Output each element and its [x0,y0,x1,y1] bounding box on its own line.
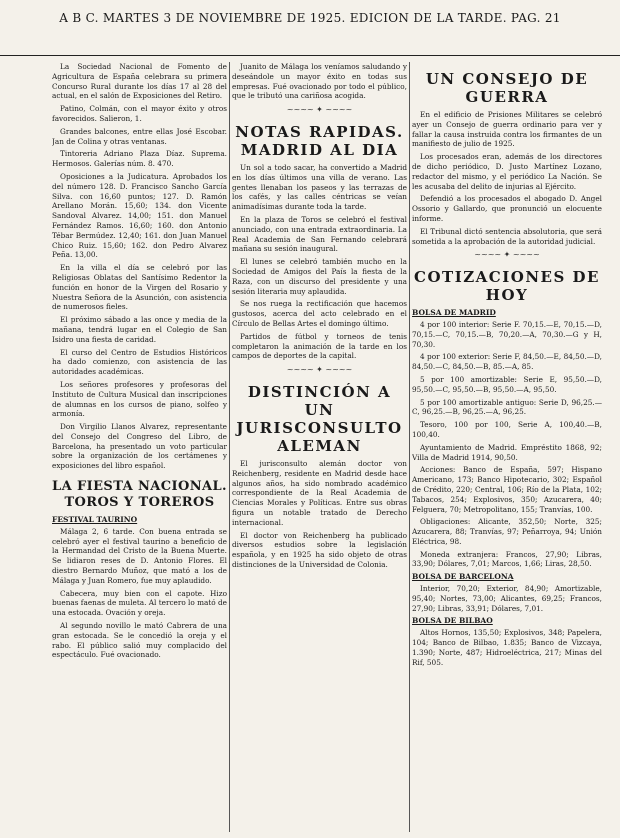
paragraph: El Tribunal dictó sentencia absolutoria, que será sometida a la aprobación de la autoridad judicial. [412,226,602,246]
quote-line: 4 por 100 interior: Serie F. 70,15.—E, 70,15.—D, 70,15.—C, 70,15.—B, 70,20.—A, 70,30.—G y H, 70,30. [412,319,602,349]
headline-notas: NOTAS RAPIDAS. MADRID AL DIA [235,122,404,159]
subheading-bolsa-barcelona: BOLSA DE BARCELONA [412,572,514,582]
quote-line: Moneda extranjera: Francos, 27,90; Libras, 33,90; Dólares, 7,01; Marcos, 1,66; Liras, 28,50. [412,549,602,569]
quote-line: 4 por 100 exterior: Serie F, 84,50.—E, 84,50.—D, 84,50.—C, 84,50.—B, 85.—A, 85. [412,352,602,372]
paragraph: El curso del Centro de Estudios Históricos ha dado comienzo, con asistencia de las autoridades académicas. [52,347,227,377]
quote-line: Altos Hornos, 135,50; Explosivos, 348; Papelera, 104; Banco de Bilbao, 1.835; Banco de Vizcaya, 1.390; Norte, 487; Hidroeléctrica, 217; Minas del Rif, 505. [412,628,602,667]
paragraph: Oposiciones a la Judicatura. Aprobados los del número 128. D. Francisco Sancho García Silva. con 16,60 puntos; 127. D. Ramón Arellano Morán. 15,60; 134. don Vicente Sandoval Alvarez. 14,00; 151. don Manuel Fernández Ramos. 16,60; 160. don Antonio Tébar Bermúdez. 12,40; 161. don Juan Manuel Chico Ruiz. 15,60; 162. don Pedro Alvarez Peña. 13,00. [52,171,227,260]
paragraph: En el edificio de Prisiones Militares se celebró ayer un Consejo de guerra ordinario para ver y fallar la causa instruida contra los firmantes de un manifiesto de julio de 1925. [412,110,602,149]
subheading-bolsa-madrid: BOLSA DE MADRID [412,308,496,318]
subheading-bolsa-bilbao: BOLSA DE BILBAO [412,616,493,626]
paragraph: Un sol a todo sacar, ha convertido a Madrid en los días últimos una villa de verano. Las gentes llenaban los paseos y las terrazas de los cafés, y las calles céntricas se veían animadísimas durante toda la tarde. [232,162,407,212]
column-rule [229,62,230,832]
paragraph: El lunes se celebró también mucho en la Sociedad de Amigos del País la fiesta de la Raza, con un discurso del presidente y una sesión literaria muy aplaudida. [232,257,407,296]
headline-distincion: DISTINCIÓN A UN JURISCONSULTO ALEMAN [236,382,403,455]
paragraph: Partidos de fútbol y torneos de tenis completaron la animación de la tarde en los campos de deportes de la capital. [232,331,407,361]
quote-line: Tesoro, 100 por 100, Serie A, 100,40.—B, 100,40. [412,420,602,439]
headline-toros: LA FIESTA NACIONAL. TOROS Y TOREROS [52,479,227,511]
quote-line: Interior, 70,20; Exterior, 84,90; Amortizable, 95,40; Nortes, 73,00; Alicantes, 69,25; Francos, 27,90; Libras, 33,91; Dólares, 7,01. [412,584,602,613]
paragraph: Los señores profesores y profesoras del Instituto de Cultura Musical dan inscripciones de alumnas en los cursos de piano, solfeo y armonía. [52,379,227,419]
column-3 [412,62,602,832]
quote-line: Obligaciones: Alicante, 352,50; Norte, 325; Azucarera, 88; Tranvías, 97; Peñarroya, 94; Unión Eléctrica, 98. [412,517,602,546]
quote-line: 5 por 100 amortizable antiguo: Serie D, 96,25.—C, 96,25.—B, 96,25.—A, 96,25. [412,397,602,417]
paragraph: El jurisconsulto alemán doctor von Reichenberg, residente en Madrid desde hace algunos años, ha sido nombrado académico correspondiente de la Real Academia de Ciencias Morales y Políticas. Entre sus obras figura un notable tratado de Derecho internacional. [232,458,407,527]
ornament-divider: ~~~~ ✦ ~~~~ [286,365,353,375]
paragraph: Málaga 2, 6 tarde. Con buena entrada se celebró ayer el festival taurino a beneficio de la Hermandad del Cristo de la Buena Muerte. Se lidiaron reses de D. Antonio Flores. El diestro Bernardo Muñoz, que mató a los de Málaga y Juan Romero, fue muy aplaudido. [52,526,227,585]
column-2 [232,62,407,832]
quote-line: Acciones: Banco de España, 597; Hispano Americano, 173; Banco Hipotecario, 302; Español de Crédito, 220; Central, 106; Río de la Plata, 102; Tabacos, 254; Explosivos, 350; Azucarera, 40; Felguera, 70; Metropolitano, 155; Tranvías, 100. [412,465,602,514]
paragraph: Don Virgilio Llanos Alvarez, representante del Consejo del Congreso del Libro, de Barcelona, ha presentado un voto particular sobre la organización de los certámenes y exposiciones del libro español. [52,422,227,471]
subheading-festival: FESTIVAL TAURINO [52,515,138,525]
paragraph: Grandes balcones, entre ellas José Escobar. Jan de Colina y otras ventanas. [52,126,227,146]
paragraph: Tintoreria Adriano Plaza Díaz. Suprema. Hermosos. Galerías núm. 8. 470. [52,149,227,169]
headline-consejo: UN CONSEJO DE GUERRA [425,70,589,106]
headline-cotizaciones: COTIZACIONES DE HOY [414,268,600,305]
ornament-divider: ~~~~ ✦ ~~~~ [474,250,540,260]
paragraph: La Sociedad Nacional de Fomento de Agricultura de España celebrara su primera Concurso Rural durante los días 17 al 28 del actual, en el salón de Exposiciones del Retiro. [52,62,227,101]
paragraph: Cabecera, muy bien con el capote. Hizo buenas faenas de muleta. Al tercero lo mató de una estocada. Ovación y oreja. [52,588,227,618]
column-1 [52,62,227,832]
quote-line: Ayuntamiento de Madrid. Empréstito 1868, 92; Villa de Madrid 1914, 90,50. [412,442,602,462]
paragraph: El doctor von Reichenberg ha publicado diversos estudios sobre la legislación española, y en 1925 ha sido objeto de otras distinciones de la Universidad de Colonia. [232,530,407,569]
page-header [0,0,620,56]
paragraph: El próximo sábado a las once y media de la mañana, tendrá lugar en el Colegio de San Isidro una fiesta de caridad. [52,315,227,344]
quote-line: 5 por 100 amortizable: Serie E, 95,50.—D, 95,50.—C, 95,50.—B, 95,50.—A, 95,50. [412,374,602,394]
paragraph: En la plaza de Toros se celebró el festival anunciado, con una entrada extraordinaria. La Real Academia de San Fernando celebrará mañana su sesión inaugural. [232,214,407,254]
paragraph: Patino, Colmán, con el mayor éxito y otros favorecidos. Salieron, 1. [52,104,227,123]
paragraph: Los procesados eran, además de los directores de dicho periódico, D. Justo Martínez Lozano, redactor del mismo, y el periódico La Nación. Se les acusaba del delito de injurias al Ejército. [412,152,602,191]
column-rule [409,62,410,832]
paragraph: Defendió a los procesados el abogado D. Angel Ossorio y Gallardo, que pronunció un elocuente informe. [412,194,602,223]
paragraph: Al segundo novillo le mató Cabrera de una gran estocada. Se le concedió la oreja y el rabo. El público salió muy complacido del espectáculo. Fué ovacionado. [52,621,227,660]
paragraph: En la villa el día se celebró por las Religiosas Oblatas del Santísimo Redentor la función en honor de la Virgen del Rosario y Nuestra Señora de la Asunción, con asistencia de numerosos fieles. [52,263,227,312]
paragraph: Se nos ruega la rectificación que hacemos gustosos, acerca del acto celebrado en el Círculo de Bellas Artes el domingo último. [232,299,407,328]
ornament-divider: ~~~~ ✦ ~~~~ [286,105,353,115]
paragraph: Juanito de Málaga los veníamos saludando y deseándole un mayor éxito en todas sus empresas. Fué ovacionado por todo el público, que le tributó una cariñosa acogida. [232,62,407,101]
header-line: A B C. MARTES 3 DE NOVIEMBRE DE 1925. EDICION DE LA TARDE. PAG. 21 [59,11,561,25]
